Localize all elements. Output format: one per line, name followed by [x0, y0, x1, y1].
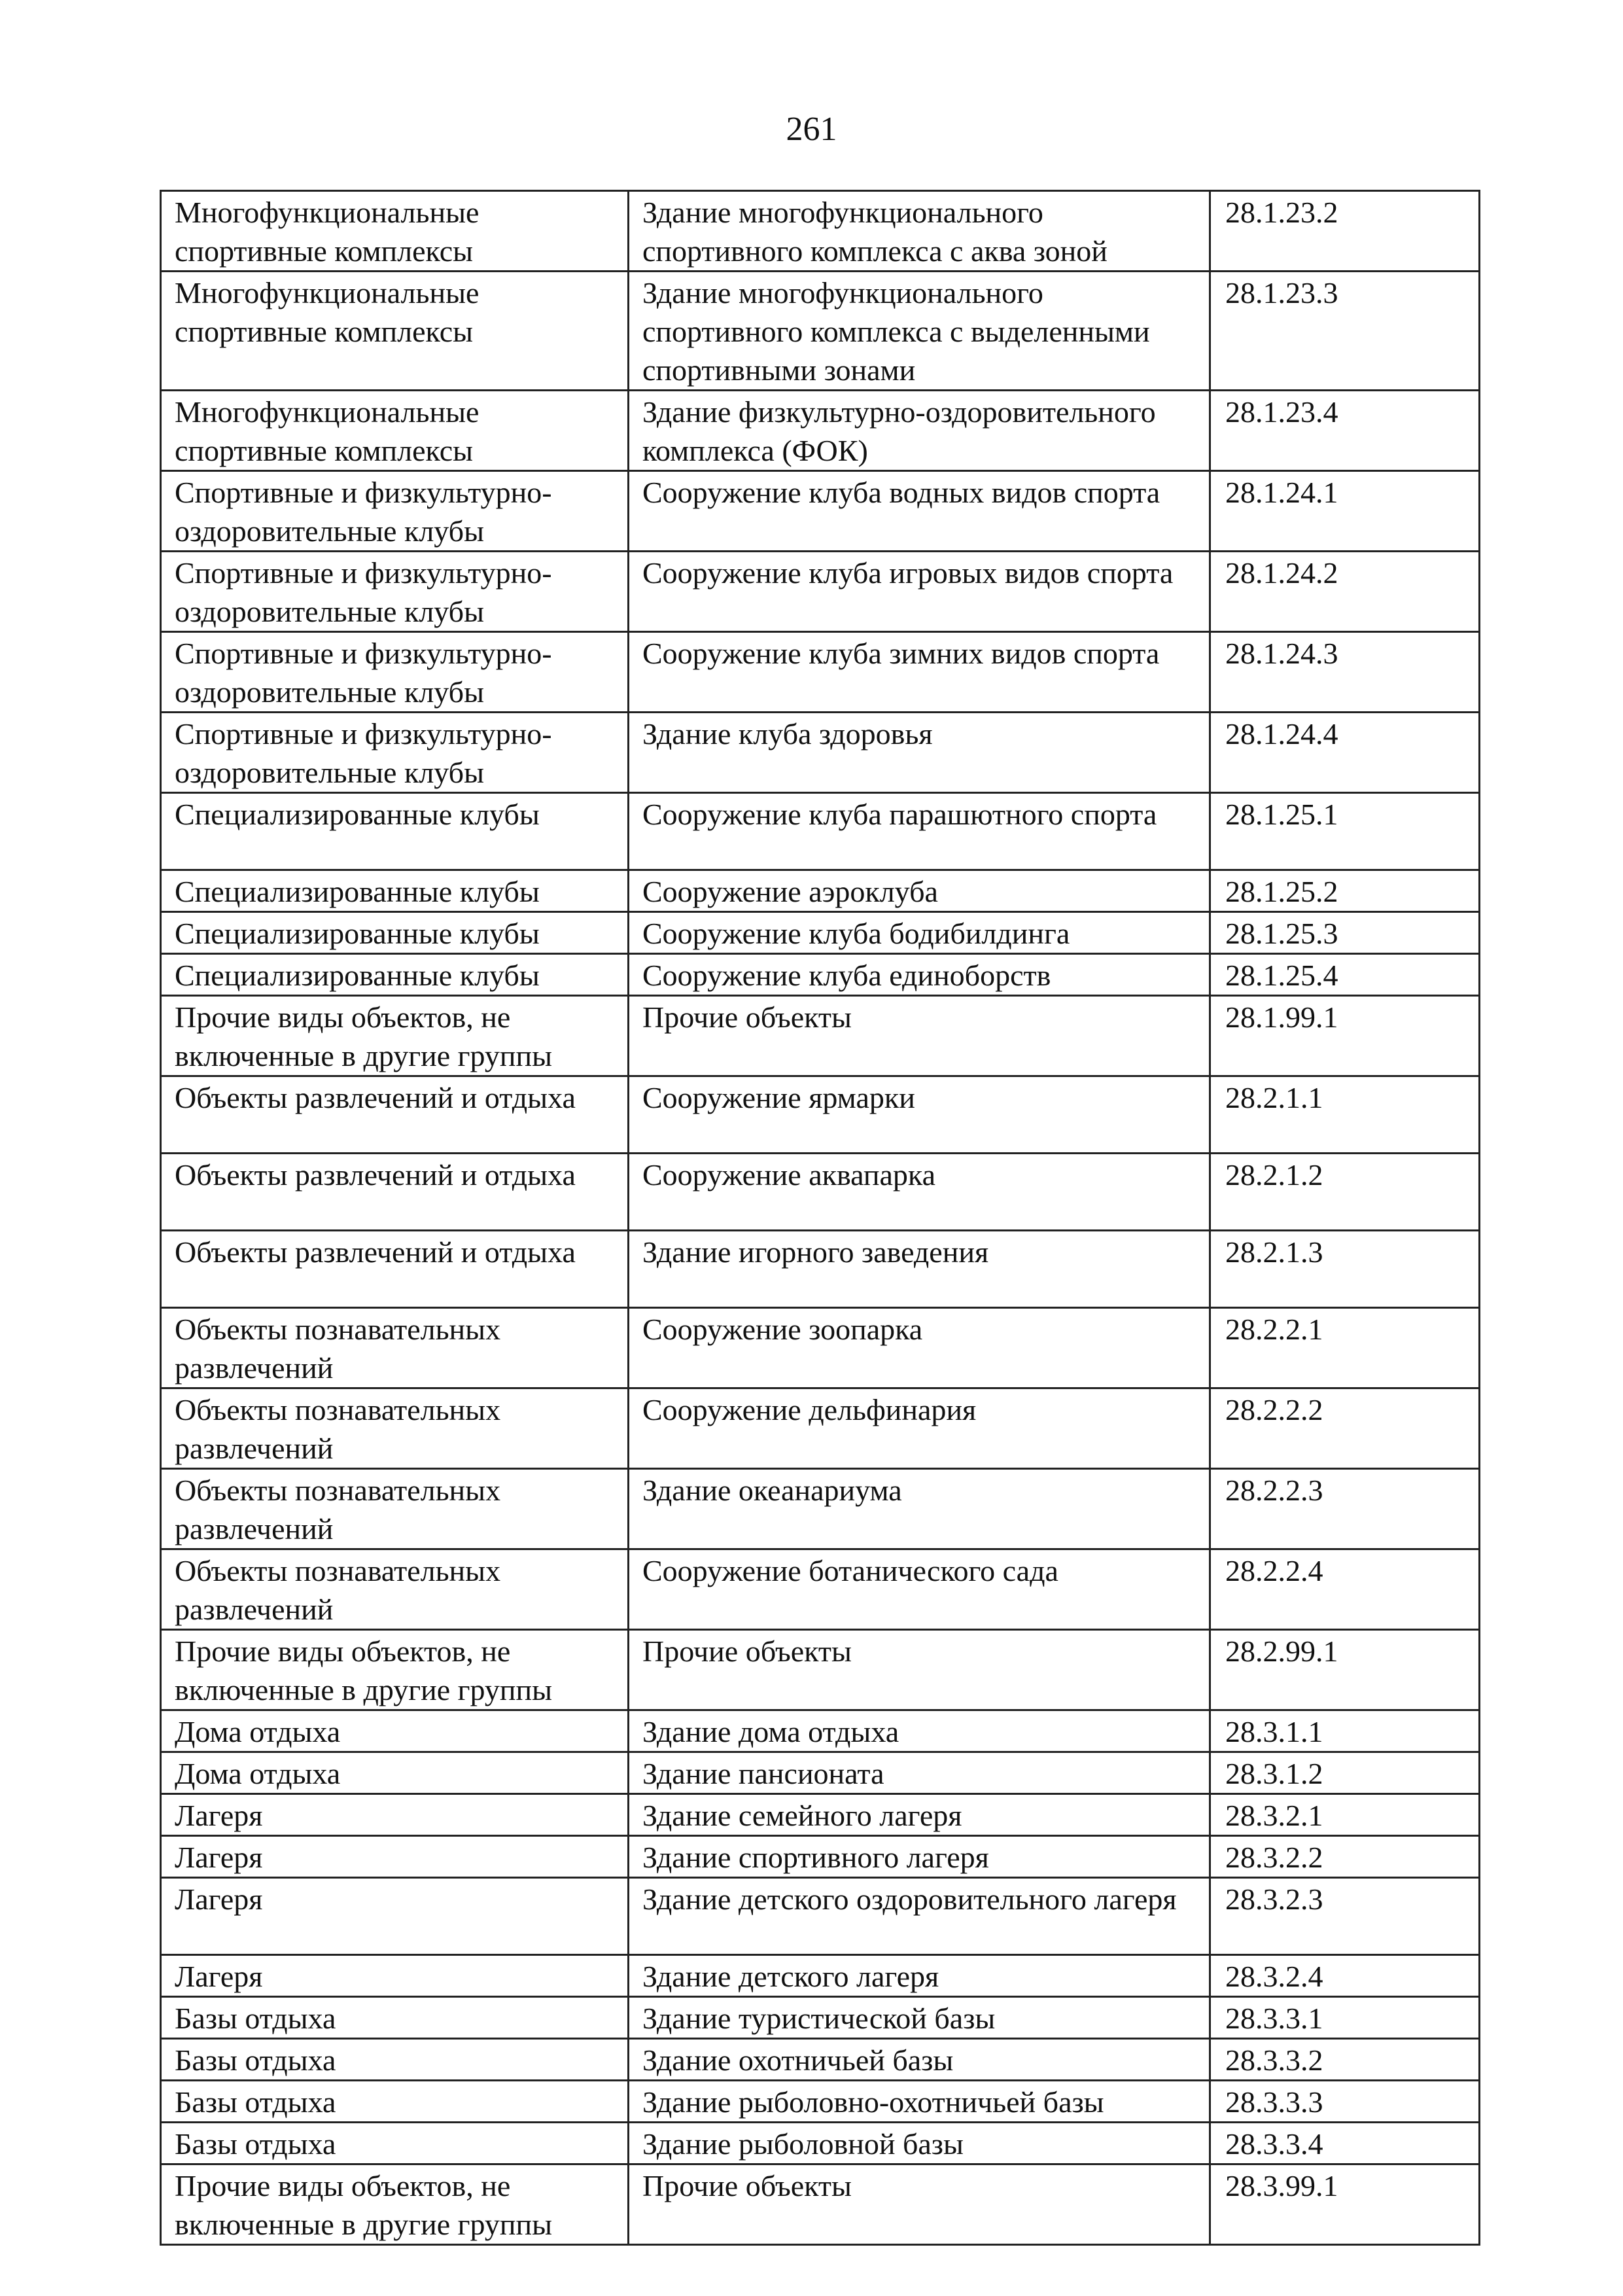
- group-cell: Базы отдыха: [161, 2039, 629, 2081]
- object-cell: Здание пансионата: [629, 1752, 1210, 1794]
- code-cell: 28.2.2.1: [1210, 1308, 1480, 1388]
- object-cell: Сооружение клуба игровых видов спорта: [629, 552, 1210, 632]
- code-cell: 28.1.23.3: [1210, 272, 1480, 391]
- group-cell: Объекты развлечений и отдыха: [161, 1154, 629, 1231]
- table-body: [161, 191, 1480, 2245]
- group-cell: Прочие виды объектов, не включенные в другие группы: [161, 1630, 629, 1710]
- code-cell: 28.1.24.1: [1210, 471, 1480, 552]
- code-cell: 28.2.2.2: [1210, 1388, 1480, 1469]
- group-cell: Объекты познавательных развлечений: [161, 1388, 629, 1469]
- object-cell: Сооружение клуба зимних видов спорта: [629, 632, 1210, 713]
- object-cell: Сооружение зоопарка: [629, 1308, 1210, 1388]
- table-row: [161, 996, 1480, 1076]
- group-cell: Лагеря: [161, 1836, 629, 1878]
- object-cell: Сооружение дельфинария: [629, 1388, 1210, 1469]
- group-cell: Объекты развлечений и отдыха: [161, 1231, 629, 1308]
- object-cell: Сооружение клуба единоборств: [629, 954, 1210, 996]
- group-cell: Базы отдыха: [161, 2081, 629, 2123]
- code-cell: 28.1.99.1: [1210, 996, 1480, 1076]
- page-number: 261: [786, 111, 837, 148]
- group-cell: Спортивные и физкультурно-оздоровительные клубы: [161, 632, 629, 713]
- object-cell: Здание спортивного лагеря: [629, 1836, 1210, 1878]
- code-cell: 28.1.25.4: [1210, 954, 1480, 996]
- group-cell: Объекты познавательных развлечений: [161, 1549, 629, 1630]
- table-row: [161, 1154, 1480, 1231]
- table-row: [161, 2081, 1480, 2123]
- object-cell: Здание туристической базы: [629, 1997, 1210, 2039]
- code-cell: 28.2.1.1: [1210, 1076, 1480, 1154]
- code-cell: 28.3.2.1: [1210, 1794, 1480, 1836]
- table-row: [161, 2164, 1480, 2245]
- table-row: [161, 1752, 1480, 1794]
- table-row: [161, 793, 1480, 870]
- table-row: [161, 1308, 1480, 1388]
- group-cell: Специализированные клубы: [161, 912, 629, 954]
- group-cell: Объекты познавательных развлечений: [161, 1308, 629, 1388]
- table-row: [161, 1388, 1480, 1469]
- table-row: [161, 713, 1480, 793]
- code-cell: 28.3.2.3: [1210, 1878, 1480, 1955]
- code-cell: 28.2.2.4: [1210, 1549, 1480, 1630]
- table-row: [161, 191, 1480, 272]
- table-row: [161, 1469, 1480, 1549]
- code-cell: 28.1.24.3: [1210, 632, 1480, 713]
- group-cell: Специализированные клубы: [161, 793, 629, 870]
- group-cell: Лагеря: [161, 1955, 629, 1997]
- object-cell: Здание многофункционального спортивного комплекса с аква зоной: [629, 191, 1210, 272]
- group-cell: Специализированные клубы: [161, 954, 629, 996]
- code-cell: 28.1.24.4: [1210, 713, 1480, 793]
- table-row: [161, 1076, 1480, 1154]
- code-cell: 28.3.3.4: [1210, 2123, 1480, 2164]
- table-row: [161, 272, 1480, 391]
- object-cell: Здание клуба здоровья: [629, 713, 1210, 793]
- object-cell: Здание многофункционального спортивного комплекса с выделенными спортивными зонами: [629, 272, 1210, 391]
- table-row: [161, 954, 1480, 996]
- object-cell: Прочие объекты: [629, 996, 1210, 1076]
- code-cell: 28.2.1.2: [1210, 1154, 1480, 1231]
- table-row: [161, 1630, 1480, 1710]
- group-cell: Многофункциональные спортивные комплексы: [161, 391, 629, 471]
- group-cell: Многофункциональные спортивные комплексы: [161, 272, 629, 391]
- table-row: [161, 1997, 1480, 2039]
- table-row: [161, 1710, 1480, 1752]
- group-cell: Дома отдыха: [161, 1710, 629, 1752]
- code-cell: 28.3.3.2: [1210, 2039, 1480, 2081]
- code-cell: 28.2.99.1: [1210, 1630, 1480, 1710]
- table-row: [161, 1836, 1480, 1878]
- group-cell: Базы отдыха: [161, 2123, 629, 2164]
- object-cell: Здание игорного заведения: [629, 1231, 1210, 1308]
- table-row: [161, 1549, 1480, 1630]
- object-cell: Сооружение аэроклуба: [629, 870, 1210, 912]
- table-row: [161, 632, 1480, 713]
- table-row: [161, 1794, 1480, 1836]
- table-row: [161, 1878, 1480, 1955]
- object-cell: Здание дома отдыха: [629, 1710, 1210, 1752]
- code-cell: 28.1.25.3: [1210, 912, 1480, 954]
- code-cell: 28.3.99.1: [1210, 2164, 1480, 2245]
- object-cell: Сооружение клуба бодибилдинга: [629, 912, 1210, 954]
- table-row: [161, 870, 1480, 912]
- code-cell: 28.3.1.2: [1210, 1752, 1480, 1794]
- object-cell: Сооружение аквапарка: [629, 1154, 1210, 1231]
- table-row: [161, 2039, 1480, 2081]
- object-cell: Здание охотничьей базы: [629, 2039, 1210, 2081]
- group-cell: Прочие виды объектов, не включенные в другие группы: [161, 2164, 629, 2245]
- group-cell: Многофункциональные спортивные комплексы: [161, 191, 629, 272]
- table-row: [161, 552, 1480, 632]
- group-cell: Дома отдыха: [161, 1752, 629, 1794]
- group-cell: Спортивные и физкультурно-оздоровительные клубы: [161, 713, 629, 793]
- object-cell: Сооружение ботанического сада: [629, 1549, 1210, 1630]
- group-cell: Объекты познавательных развлечений: [161, 1469, 629, 1549]
- object-cell: Сооружение клуба водных видов спорта: [629, 471, 1210, 552]
- object-cell: Здание семейного лагеря: [629, 1794, 1210, 1836]
- table-row: [161, 1955, 1480, 1997]
- code-cell: 28.1.23.4: [1210, 391, 1480, 471]
- object-cell: Здание детского оздоровительного лагеря: [629, 1878, 1210, 1955]
- code-cell: 28.2.2.3: [1210, 1469, 1480, 1549]
- group-cell: Лагеря: [161, 1878, 629, 1955]
- code-cell: 28.1.23.2: [1210, 191, 1480, 272]
- group-cell: Прочие виды объектов, не включенные в другие группы: [161, 996, 629, 1076]
- object-cell: Сооружение ярмарки: [629, 1076, 1210, 1154]
- code-cell: 28.1.24.2: [1210, 552, 1480, 632]
- code-cell: 28.1.25.1: [1210, 793, 1480, 870]
- group-cell: Спортивные и физкультурно-оздоровительные клубы: [161, 471, 629, 552]
- object-cell: Прочие объекты: [629, 1630, 1210, 1710]
- object-cell: Здание океанариума: [629, 1469, 1210, 1549]
- object-cell: Здание рыболовной базы: [629, 2123, 1210, 2164]
- group-cell: Лагеря: [161, 1794, 629, 1836]
- code-cell: 28.3.3.1: [1210, 1997, 1480, 2039]
- classification-table: [160, 190, 1480, 2246]
- table-row: [161, 2123, 1480, 2164]
- table-row: [161, 471, 1480, 552]
- group-cell: Базы отдыха: [161, 1997, 629, 2039]
- object-cell: Сооружение клуба парашютного спорта: [629, 793, 1210, 870]
- group-cell: Специализированные клубы: [161, 870, 629, 912]
- table-row: [161, 1231, 1480, 1308]
- code-cell: 28.1.25.2: [1210, 870, 1480, 912]
- code-cell: 28.3.2.4: [1210, 1955, 1480, 1997]
- table-row: [161, 391, 1480, 471]
- group-cell: Спортивные и физкультурно-оздоровительные клубы: [161, 552, 629, 632]
- table-row: [161, 912, 1480, 954]
- code-cell: 28.3.3.3: [1210, 2081, 1480, 2123]
- code-cell: 28.3.1.1: [1210, 1710, 1480, 1752]
- object-cell: Здание рыболовно-охотничьей базы: [629, 2081, 1210, 2123]
- group-cell: Объекты развлечений и отдыха: [161, 1076, 629, 1154]
- object-cell: Здание физкультурно-оздоровительного комплекса (ФОК): [629, 391, 1210, 471]
- code-cell: 28.3.2.2: [1210, 1836, 1480, 1878]
- code-cell: 28.2.1.3: [1210, 1231, 1480, 1308]
- object-cell: Прочие объекты: [629, 2164, 1210, 2245]
- object-cell: Здание детского лагеря: [629, 1955, 1210, 1997]
